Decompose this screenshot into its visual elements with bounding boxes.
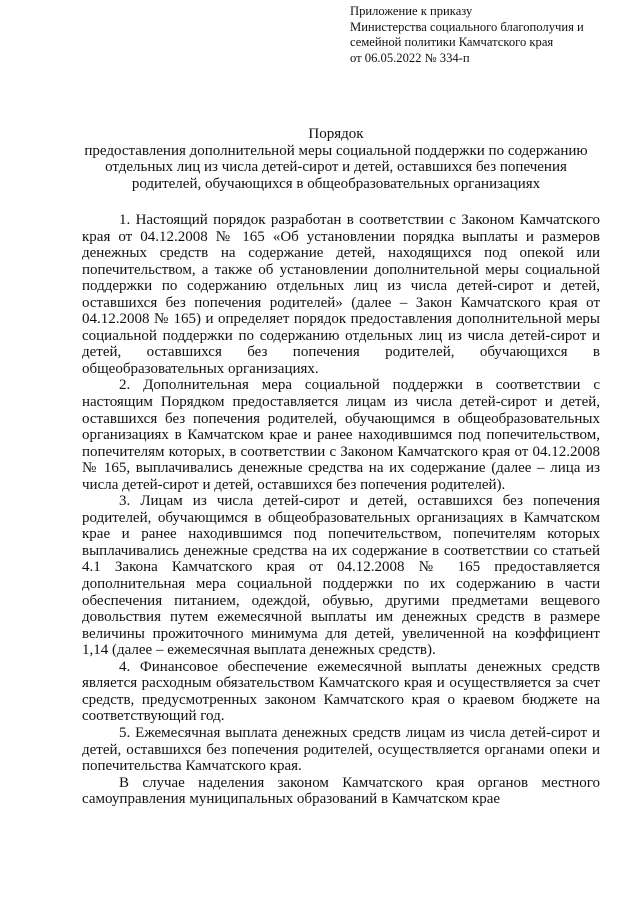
document-body [82,212,600,808]
paragraph-3: 3. Лицам из числа детей-сирот и детей, оставшихся без попечения родителей, обучающимся в общеобразовательных организациях в Камчатском крае и ранее находившимся под попечительством, попечителям которых выплачивались денежные средства на их содержание в соответствии со статьей 4.1 Закона Камчатского края от 04.12.2008 № 165 предоставляется дополнительная мера социальной поддержки по их содержанию в части обеспечения питанием, одеждой, обувью, другими предметами вещевого довольствия путем ежемесячной выплаты им денежных средств в размере величины прожиточного минимума для детей, увеличенной на коэффициент 1,14 (далее – ежемесячная выплата денежных средств). [82,493,600,659]
paragraph-1: 1. Настоящий порядок разработан в соответствии с Законом Камчатского края от 04.12.2008 № 165 «Об установлении порядка выплаты и размеров денежных средств на содержание детей, находящихся под опекой или попечительством, а также об установлении дополнительной меры социальной поддержки по содержанию отдельных лиц из числа детей-сирот и детей, оставшихся без попечения родителей» (далее – Закон Камчатского края от 04.12.2008 № 165) и определяет порядок предоставления дополнительной меры социальной поддержки по содержанию отдельных лиц из числа детей-сирот и детей, оставшихся без попечения родителей, обучающихся в общеобразовательных организациях. [82,212,600,377]
document-title [70,126,602,192]
paragraph-2: 2. Дополнительная мера социальной поддержки в соответствии с настоящим Порядком предоставляется лицам из числа детей-сирот и детей, оставшихся без попечения родителей, обучающимся в общеобразовательных организациях в Камчатском крае и ранее находившимся под попечительством, попечителям которых, в соответствии с Законом Камчатского края от 04.12.2008 № 165, выплачивались денежные средства на их содержание (далее – лица из числа детей-сирот и детей, оставшихся без попечения родителей). [82,377,600,493]
attachment-line: семейной политики Камчатского края [350,35,554,49]
attachment-line: Приложение к приказу [350,4,473,18]
paragraph-4: 4. Финансовое обеспечение ежемесячной выплаты денежных средств является расходным обязательством Камчатского края и осуществляется за счет средств, предусмотренных законом Камчатского края о краевом бюджете на соответствующий год. [82,658,600,725]
attachment-line: от 06.05.2022 № 334-п [350,50,470,65]
title-line: предоставления дополнительной меры социальной поддержки по содержанию [84,142,588,159]
attachment-note [350,4,620,66]
paragraph-5: 5. Ежемесячная выплата денежных средств лицам из числа детей-сирот и детей, оставшихся без попечения родителей, осуществляется органами опеки и попечительства Камчатского края. [82,724,600,775]
attachment-line: Министерства социального благополучия и [350,19,584,34]
title-heading: Порядок [308,126,364,142]
title-line: отдельных лиц из числа детей-сирот и детей, оставшихся без попечения [105,159,567,175]
title-line: родителей, обучающихся в общеобразовательных организациях [131,175,541,192]
paragraph-6: В случае наделения законом Камчатского края органов местного самоуправления муниципальных образований в Камчатском крае [82,774,600,808]
